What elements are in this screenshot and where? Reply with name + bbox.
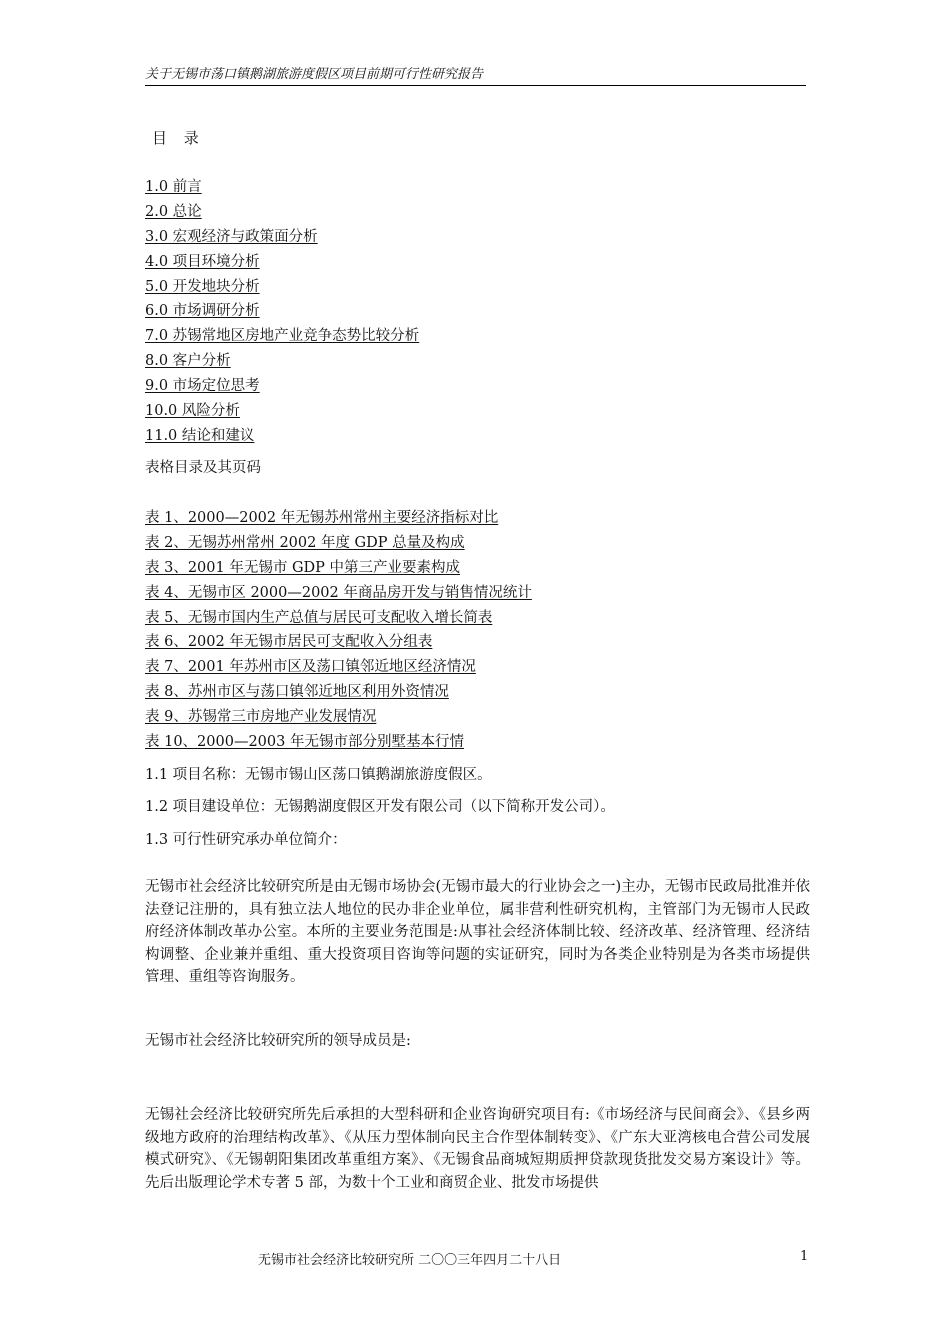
table-list-item[interactable] (145, 681, 532, 706)
toc-link[interactable]: 6.0 市场调研分析 (145, 303, 260, 320)
toc-item[interactable] (145, 176, 419, 201)
project-name-line: 1.1 项目名称：无锡市锡山区荡口镇鹅湖旅游度假区。 (145, 767, 492, 783)
table-link[interactable]: 表 9、苏锡常三市房地产业发展情况 (145, 709, 377, 726)
table-list-item[interactable] (145, 731, 532, 756)
table-list-item[interactable] (145, 557, 532, 582)
table-link[interactable]: 表 5、无锡市国内生产总值与居民可支配收入增长简表 (145, 609, 493, 626)
toc-item[interactable] (145, 350, 419, 375)
table-link[interactable]: 表 6、2002 年无锡市居民可支配收入分组表 (145, 634, 433, 651)
tables-heading: 表格目录及其页码 (145, 460, 261, 476)
table-link[interactable]: 表 2、无锡苏州常州 2002 年度 GDP 总量及构成 (145, 534, 465, 551)
toc-item[interactable] (145, 375, 419, 400)
toc-link[interactable]: 5.0 开发地块分析 (145, 278, 260, 295)
toc-list (145, 176, 419, 450)
tables-list (145, 507, 532, 756)
research-unit-heading: 1.3 可行性研究承办单位简介： (145, 832, 347, 848)
toc-item[interactable] (145, 276, 419, 301)
toc-link[interactable]: 9.0 市场定位思考 (145, 378, 260, 395)
leadership-paragraph: 无锡市社会经济比较研究所的领导成员是: (145, 1033, 411, 1049)
table-list-item[interactable] (145, 656, 532, 681)
project-builder-line: 1.2 项目建设单位：无锡鹅湖度假区开发有限公司（以下简称开发公司）。 (145, 799, 615, 815)
table-list-item[interactable] (145, 532, 532, 557)
toc-link[interactable]: 10.0 风险分析 (145, 403, 240, 420)
page-header: 关于无锡市荡口镇鹅湖旅游度假区项目前期可行性研究报告 (145, 66, 806, 86)
table-list-item[interactable] (145, 706, 532, 731)
toc-title: 目 录 (152, 129, 205, 147)
footer-text: 无锡市社会经济比较研究所 二〇〇三年四月二十八日 (258, 1253, 562, 1268)
institute-intro-paragraph: 无锡市社会经济比较研究所是由无锡市场协会(无锡市最大的行业协会之一)主办，无锡市民政局批准并依法登记注册的，具有独立法人地位的民办非企业单位，属非营利性研究机构，主管部门为无锡市人民政府经济体制改革办公室。本所的主要业务范围是:从事社会经济体制比较、经济改革、经济管理、经济结构调整、企业兼并重组、重大投资项目咨询等问题的实证研究，同时为各类企业特别是为各类市场提供管理、重组等咨询服务。 (145, 879, 810, 985)
toc-link[interactable]: 2.0 总论 (145, 203, 202, 220)
toc-item[interactable] (145, 201, 419, 226)
toc-link[interactable]: 11.0 结论和建议 (145, 427, 255, 444)
table-link[interactable]: 表 8、苏州市区与荡口镇邻近地区利用外资情况 (145, 684, 449, 701)
table-link[interactable]: 表 4、无锡市区 2000—2002 年商品房开发与销售情况统计 (145, 584, 532, 601)
toc-link[interactable]: 1.0 前言 (145, 179, 202, 195)
toc-item[interactable] (145, 226, 419, 251)
toc-item[interactable] (145, 425, 419, 450)
table-link[interactable]: 表 3、2001 年无锡市 GDP 中第三产业要素构成 (145, 559, 461, 576)
table-list-item[interactable] (145, 631, 532, 656)
projects-paragraph: 无锡社会经济比较研究所先后承担的大型科研和企业咨询研究项目有:《市场经济与民间商会》、《县乡两级地方政府的治理结构改革》、《从压力型体制向民主合作型体制转变》、《广东大亚湾核电合营公司发展模式研究》、《无锡朝阳集团改革重组方案》、《无锡食品商城短期质押贷款现货批发交易方案设计》等。先后出版理论学术专著 5 部，为数十个工业和商贸企业、批发市场提供 (145, 1107, 810, 1191)
toc-link[interactable]: 4.0 项目环境分析 (145, 253, 260, 270)
toc-link[interactable]: 8.0 客户分析 (145, 353, 231, 370)
toc-item[interactable] (145, 400, 419, 425)
toc-link[interactable]: 7.0 苏锡常地区房地产业竞争态势比较分析 (145, 328, 420, 345)
toc-item[interactable] (145, 251, 419, 276)
table-link[interactable]: 表 1、2000—2002 年无锡苏州常州主要经济指标对比 (145, 510, 499, 526)
table-list-item[interactable] (145, 507, 532, 532)
table-link[interactable]: 表 10、2000—2003 年无锡市部分别墅基本行情 (145, 734, 464, 751)
table-list-item[interactable] (145, 607, 532, 632)
table-link[interactable]: 表 7、2001 年苏州市区及荡口镇邻近地区经济情况 (145, 659, 476, 676)
toc-link[interactable]: 3.0 宏观经济与政策面分析 (145, 228, 318, 245)
toc-item[interactable] (145, 300, 419, 325)
table-list-item[interactable] (145, 582, 532, 607)
page-number: 1 (800, 1249, 809, 1264)
toc-item[interactable] (145, 325, 419, 350)
